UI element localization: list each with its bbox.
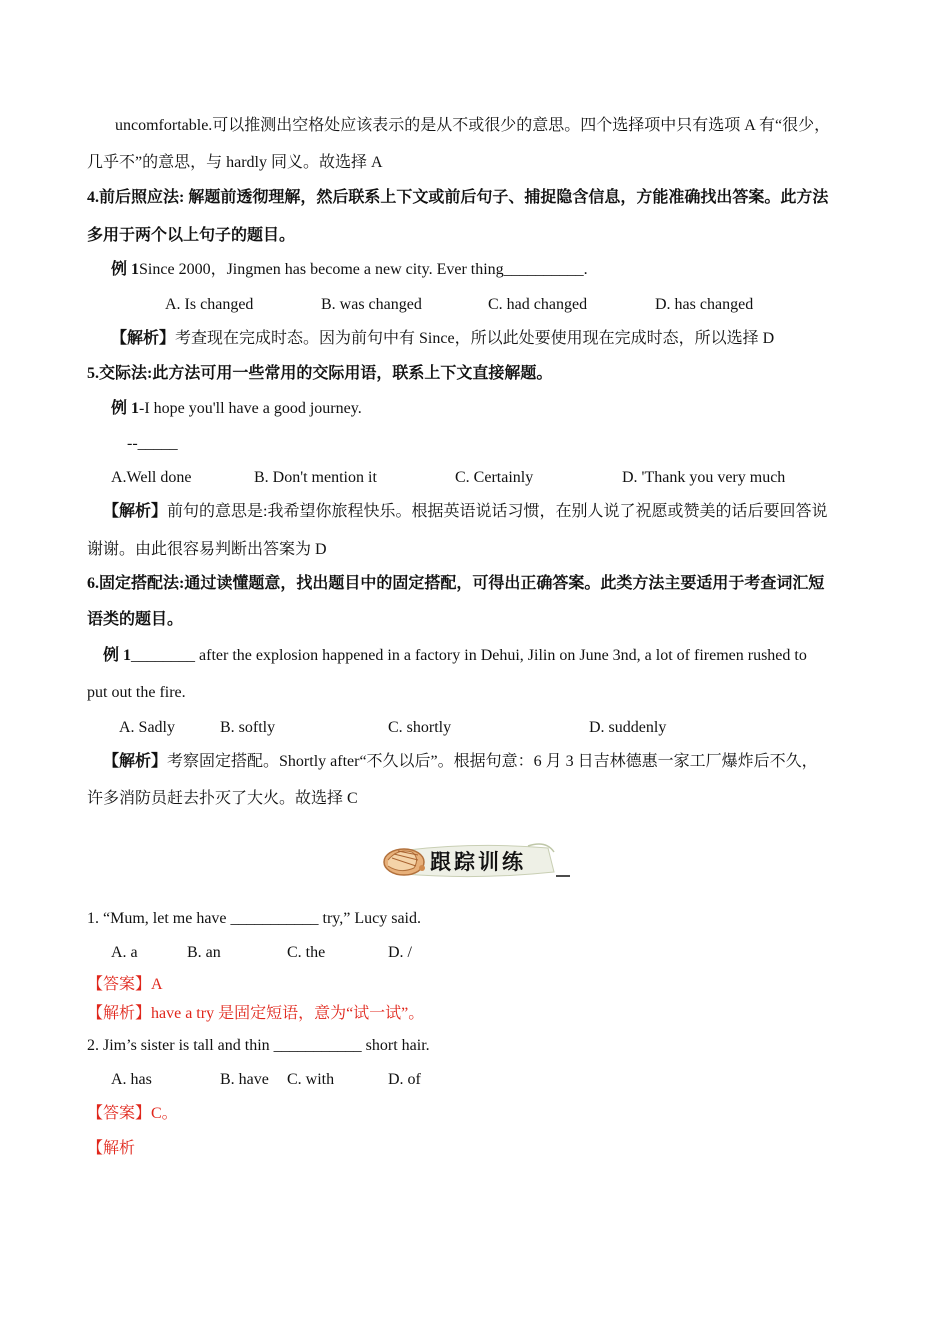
exercise-1-analysis: 【解析】have a try 是固定短语，意为“试一试”。 [87,1005,425,1022]
method6-title-line-1: 6.固定搭配法:通过读懂题意，找出题目中的固定搭配，可得出正确答案。此类方法主要适用于考查词汇短 [87,575,825,592]
exercise-2-option-a: A. has [111,1071,152,1088]
method4-title-line-2: 多用于两个以上句子的题目。 [87,227,296,244]
exercise-1-option-c: C. the [287,944,326,961]
exercise-1-option-a: A. a [111,944,138,961]
method4-analysis [111,327,774,351]
method5-option-b: B. Don't mention it [254,469,377,486]
intro-line-2: 几乎不”的意思，与 hardly 同义。故选择 A [87,154,383,171]
method4-option-b: B. was changed [321,296,422,313]
section-banner [378,838,578,884]
exercise-1-option-b: B. an [187,944,221,961]
exercise-2-question: 2. Jim’s sister is tall and thin ___________ short hair. [87,1037,430,1054]
method6-option-a: A. Sadly [119,719,175,736]
example-label: 例 1 [103,647,132,664]
exercise-2-option-c: C. with [287,1071,335,1088]
exercise-2-analysis: 【解析 [87,1140,136,1157]
method6-example-line-1 [103,644,807,668]
exercise-1-answer: 【答案】A [87,976,163,993]
method4-option-c: C. had changed [488,296,588,313]
method5-response: --_____ [127,435,178,452]
method5-option-a: A.Well done [111,469,192,486]
example-text: Since 2000，Jingmen has become a new city. Ever thing__________. [139,261,588,278]
method6-option-d: D. suddenly [589,719,667,736]
method5-option-c: C. Certainly [455,469,534,486]
analysis-text: 考察固定搭配。Shortly after“不久以后”。根据句意：6 月 3 日吉林德惠一家工厂爆炸后不久， [167,753,818,770]
method6-option-b: B. softly [220,719,276,736]
method4-option-a: A. Is changed [165,296,254,313]
method6-analysis-line-1 [103,750,818,774]
example-text: -I hope you'll have a good journey. [139,400,362,417]
method4-example [111,258,588,282]
analysis-label: 【解析】 [103,753,168,770]
example-text: ________ after the explosion happened in a factory in Dehui, Jilin on June 3nd, a lot of firemen rushed to [131,647,807,664]
example-label: 例 1 [111,400,140,417]
method5-analysis-line-1 [103,500,827,524]
example-label: 例 1 [111,261,140,278]
analysis-label: 【解析】 [103,503,168,520]
banner-title: 跟踪训练 [430,849,526,874]
analysis-text: 考查现在完成时态。因为前句中有 Since，所以此处要使用现在完成时态，所以选择 D [175,330,775,347]
analysis-text: 前句的意思是:我希望你旅程快乐。根据英语说话习惯，在别人说了祝愿或赞美的话后要回答说 [167,503,828,520]
method6-option-c: C. shortly [388,719,452,736]
intro-line-1: uncomfortable.可以推测出空格处应该表示的是从不或很少的意思。四个选择项中只有选项 A 有“很少， [115,117,831,134]
conch-shell-icon [384,849,425,875]
analysis-label: 【解析】 [111,330,176,347]
exercise-2-option-b: B. have [220,1071,269,1088]
exercise-1-question: 1. “Mum, let me have ___________ try,” Lucy said. [87,910,421,927]
method5-title: 5.交际法:此方法可用一些常用的交际用语，联系上下文直接解题。 [87,365,553,382]
method4-title-line-1: 4.前后照应法: 解题前透彻理解，然后联系上下文或前后句子、捕捉隐含信息，方能准确找出答案。此方法 [87,189,829,206]
exercise-2-answer: 【答案】C。 [87,1105,178,1122]
method5-example [111,397,362,421]
exercise-1-option-d: D. / [388,944,412,961]
method4-option-d: D. has changed [655,296,754,313]
method6-example-line-2: put out the fire. [87,684,186,701]
method5-analysis-line-2: 谢谢。由此很容易判断出答案为 D [87,541,327,558]
exercise-2-option-d: D. of [388,1071,421,1088]
method6-title-line-2: 语类的题目。 [87,611,184,628]
method6-analysis-line-2: 许多消防员赶去扑灭了大火。故选择 C [87,790,358,807]
method5-option-d: D. 'Thank you very much [622,469,786,486]
